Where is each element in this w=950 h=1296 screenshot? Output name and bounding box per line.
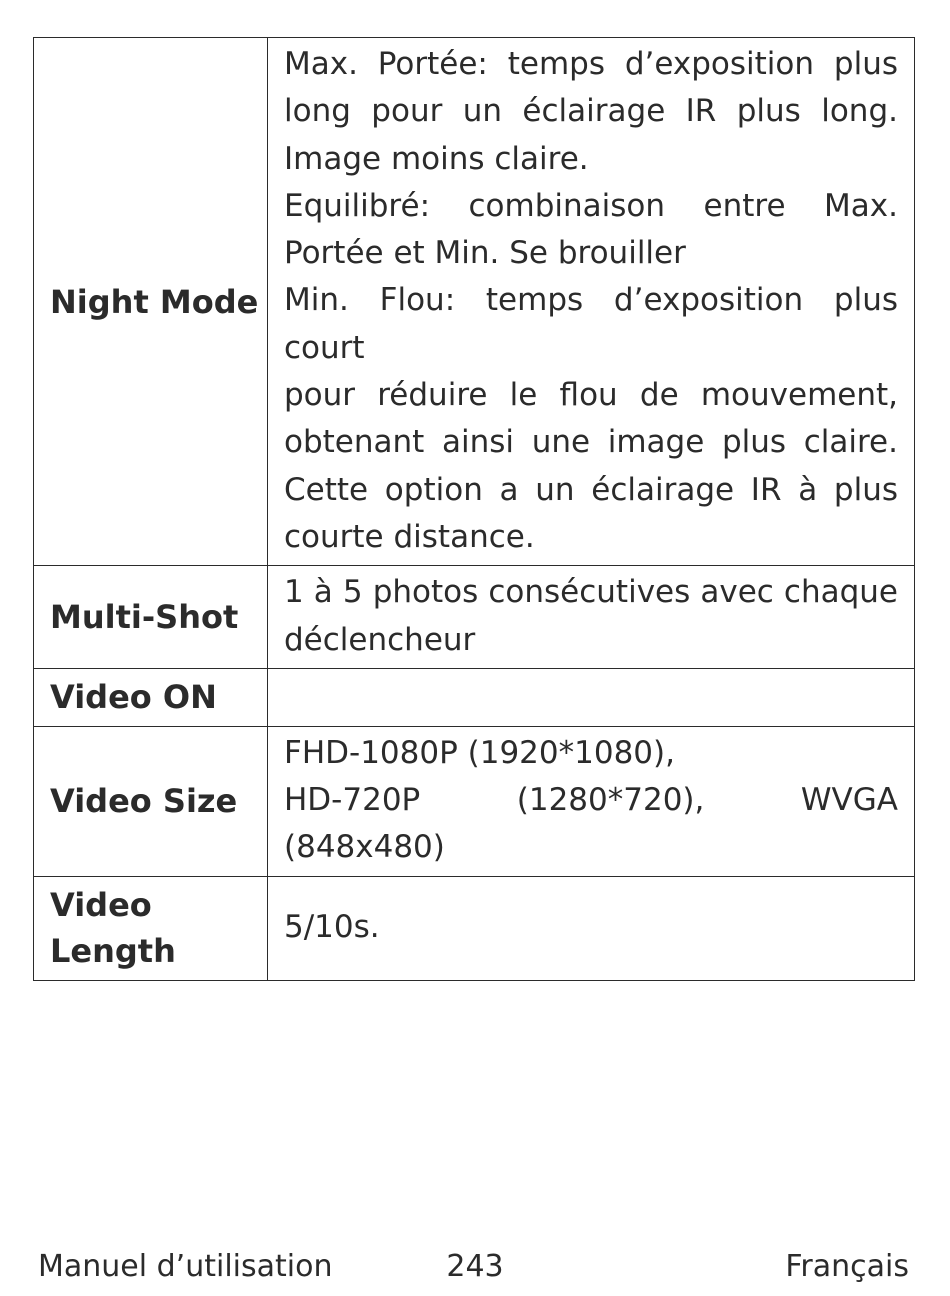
- setting-description-video-on: [268, 668, 915, 726]
- description-line: HD-720P (1280*720), WVGA: [284, 782, 898, 819]
- description-line: (848x480): [284, 829, 445, 866]
- description-line: déclencheur: [284, 621, 476, 658]
- description-line: pour réduire le flou de mouvement,: [284, 377, 898, 414]
- setting-description-video-size: [268, 726, 915, 876]
- settings-table: [33, 37, 915, 981]
- setting-label-night-mode: Night Mode: [34, 38, 268, 566]
- setting-description-night-mode: [268, 38, 915, 566]
- description-line: Cette option a un éclairage IR à plus: [284, 471, 898, 508]
- setting-label-multi-shot: Multi-Shot: [34, 566, 268, 669]
- footer-language: Français: [785, 1249, 909, 1284]
- table-row: [34, 726, 915, 876]
- description-line: courte distance.: [284, 518, 535, 555]
- description-line: Equilibré: combinaison entre Max.: [284, 187, 898, 224]
- description-line: FHD-1080P (1920*1080),: [284, 734, 675, 771]
- description-line: 5/10s.: [284, 909, 380, 946]
- description-line: Max. Portée: temps d’exposition plus: [284, 46, 898, 82]
- label-line: Video: [50, 886, 152, 925]
- label-line: Length: [50, 932, 176, 971]
- table-row: [34, 566, 915, 669]
- table-row: [34, 876, 915, 980]
- footer-manual-title: Manuel d’utilisation: [38, 1249, 333, 1284]
- table-row: [34, 38, 915, 566]
- description-line: Image moins claire.: [284, 140, 589, 177]
- setting-label-video-on: Video ON: [34, 668, 268, 726]
- description-line: 1 à 5 photos consécutives avec chaque: [284, 574, 898, 611]
- description-line: obtenant ainsi une image plus claire.: [284, 424, 898, 461]
- description-line: Portée et Min. Se brouiller: [284, 235, 686, 272]
- setting-description-video-length: [268, 876, 915, 980]
- page-number: 243: [446, 1249, 504, 1284]
- page-footer: [0, 1242, 950, 1292]
- description-line: long pour un éclairage IR plus long.: [284, 93, 898, 130]
- setting-label-video-size: Video Size: [34, 726, 268, 876]
- table-row: [34, 668, 915, 726]
- setting-label-video-length: [34, 876, 268, 980]
- description-line: Min. Flou: temps d’exposition plus court: [284, 282, 898, 366]
- setting-description-multi-shot: [268, 566, 915, 669]
